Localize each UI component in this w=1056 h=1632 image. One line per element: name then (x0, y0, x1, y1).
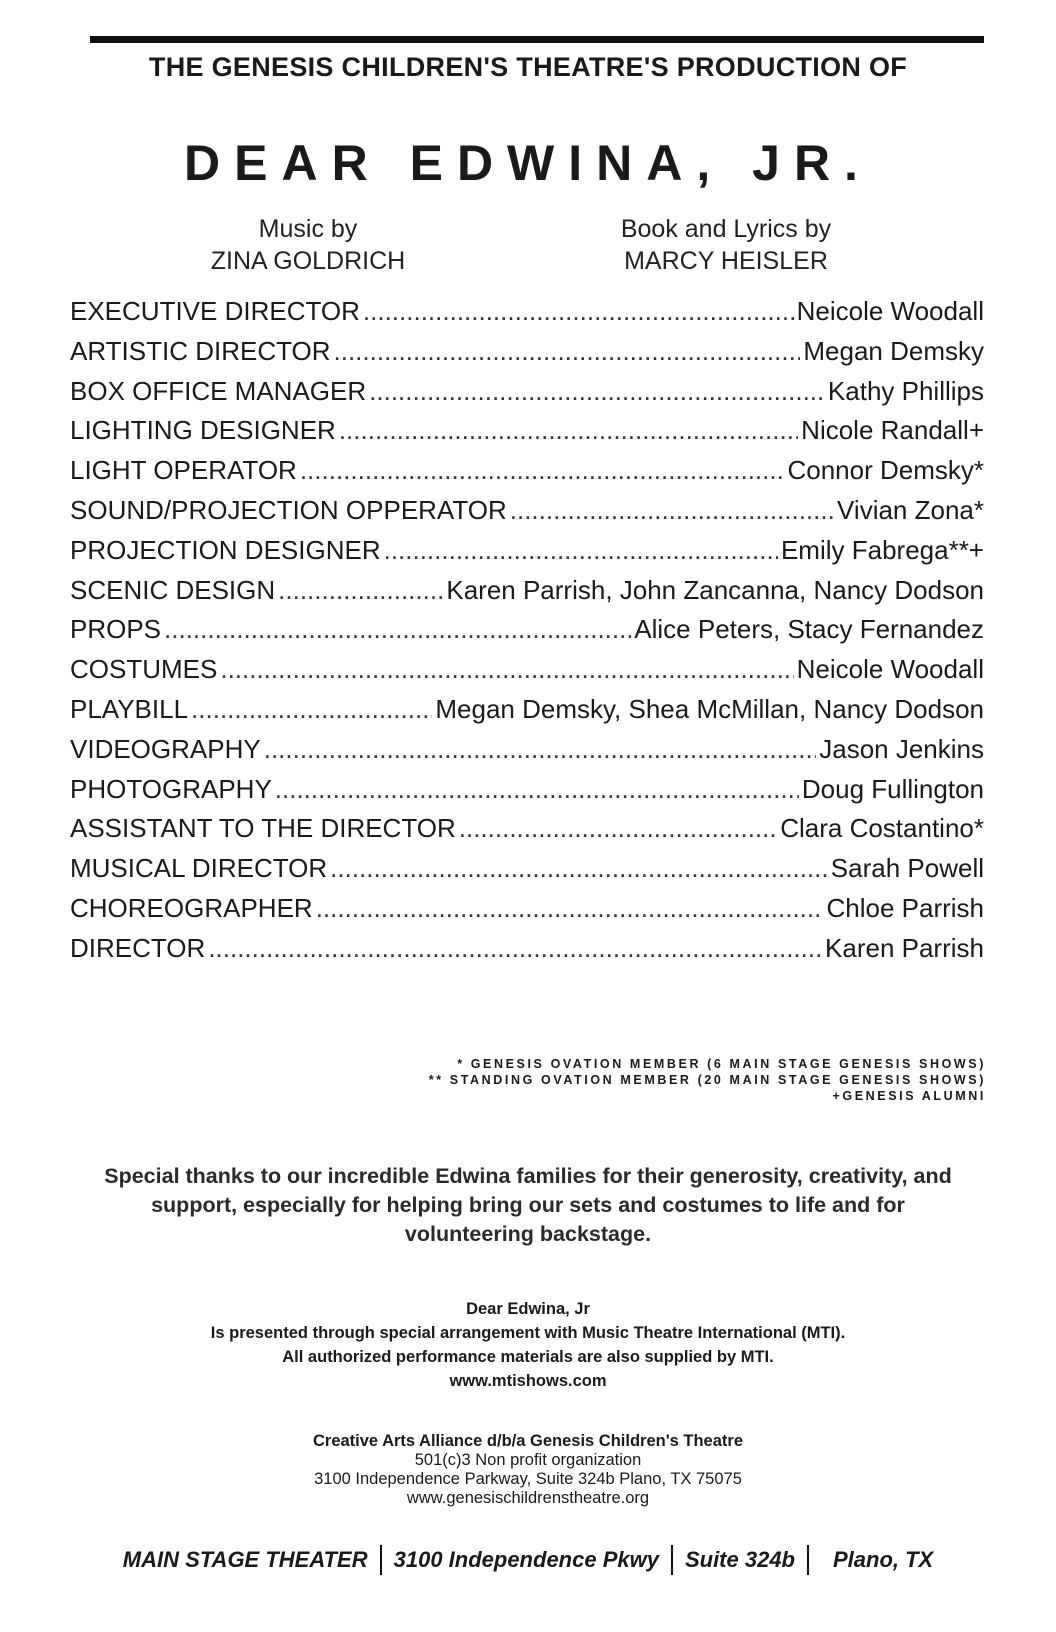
staff-name: Doug Fullington (801, 773, 984, 804)
footer-venue: MAIN STAGE THEATER (122, 1547, 368, 1572)
staff-role: VIDEOGRAPHY (70, 733, 261, 764)
staff-role: DIRECTOR (70, 932, 206, 963)
staff-row (70, 654, 984, 694)
staff-role: MUSICAL DIRECTOR (70, 853, 328, 884)
staff-name: Connor Demsky* (787, 455, 984, 486)
organization-status: 501(c)3 Non profit organization (414, 1451, 642, 1469)
top-rule (90, 36, 984, 43)
organization-name: Creative Arts Alliance d/b/a Genesis Children's Theatre (312, 1432, 743, 1450)
producer-line: THE GENESIS CHILDREN'S THEATRE'S PRODUCTION OF (148, 52, 908, 82)
staff-row (70, 376, 984, 416)
staff-row (70, 614, 984, 654)
dot-leader (330, 853, 828, 884)
dot-leader (208, 933, 822, 964)
staff-row (70, 734, 984, 774)
production-staff-list (70, 296, 984, 973)
book-label: Book and Lyrics by (620, 215, 832, 243)
staff-row (70, 694, 984, 734)
staff-row (70, 336, 984, 376)
staff-row (70, 495, 984, 535)
membership-legend (429, 1056, 986, 1104)
staff-row (70, 296, 984, 336)
staff-role: ASSISTANT TO THE DIRECTOR (70, 813, 456, 844)
staff-name: Alice Peters, Stacy Fernandez (634, 614, 984, 645)
dot-leader (363, 296, 794, 327)
dot-leader (334, 336, 801, 367)
staff-row (70, 415, 984, 455)
dot-leader (278, 575, 443, 606)
dot-leader (369, 376, 825, 407)
dot-leader (510, 495, 834, 526)
staff-role: SCENIC DESIGN (70, 574, 276, 605)
staff-row (70, 455, 984, 495)
music-label: Music by (258, 215, 358, 243)
staff-row (70, 813, 984, 853)
staff-role: ARTISTIC DIRECTOR (70, 335, 331, 366)
staff-name: Jason Jenkins (819, 733, 984, 764)
staff-row (70, 535, 984, 575)
staff-name: Sarah Powell (830, 853, 984, 884)
licensing-line-2: All authorized performance materials are also supplied by MTI. (282, 1348, 774, 1366)
dot-leader (459, 813, 777, 844)
dot-leader (220, 654, 793, 685)
staff-role: PLAYBILL (70, 693, 189, 724)
staff-row (70, 933, 984, 973)
staff-row (70, 893, 984, 933)
staff-role: PHOTOGRAPHY (70, 773, 272, 804)
staff-name: Chloe Parrish (826, 892, 984, 923)
dot-leader (264, 734, 817, 765)
organization-info (0, 1432, 1056, 1508)
staff-role: PROPS (70, 614, 162, 645)
dot-leader (275, 774, 799, 805)
footer-suite: Suite 324b (684, 1547, 795, 1572)
dot-leader (316, 893, 824, 924)
mti-url: www.mtishows.com (449, 1372, 607, 1390)
licensing-show: Dear Edwina, Jr (466, 1300, 590, 1318)
special-thanks: Special thanks to our incredible Edwina families for their generosity, creativity, and support, especially for helping bring our sets and costumes to life and for volunteering backstage. (104, 1164, 952, 1246)
staff-role: LIGHT OPERATOR (70, 455, 297, 486)
staff-name: Megan Demsky (803, 335, 984, 366)
footer-divider (807, 1545, 809, 1575)
staff-role: SOUND/PROJECTION OPPERATOR (70, 494, 507, 525)
lyricist-name: MARCY HEISLER (624, 247, 828, 275)
footer-divider (671, 1545, 673, 1575)
staff-role: BOX OFFICE MANAGER (70, 375, 367, 406)
staff-role: COSTUMES (70, 654, 218, 685)
staff-role: PROJECTION DESIGNER (70, 534, 381, 565)
footer-divider (380, 1545, 382, 1575)
staff-name: Karen Parrish, John Zancanna, Nancy Dodson (446, 574, 984, 605)
staff-role: CHOREOGRAPHER (70, 892, 313, 923)
staff-role: LIGHTING DESIGNER (70, 415, 336, 446)
footer-city: Plano, TX (833, 1547, 934, 1572)
dot-leader (300, 455, 785, 486)
staff-name: Neicole Woodall (796, 296, 984, 326)
legend-ovation: * GENESIS OVATION MEMBER (6 MAIN STAGE GENESIS SHOWS) (457, 1057, 986, 1071)
dot-leader (191, 694, 432, 725)
licensing-notice (0, 1297, 1056, 1393)
dot-leader (339, 415, 798, 446)
organization-address: 3100 Independence Parkway, Suite 324b Plano, TX 75075 (314, 1470, 742, 1488)
dot-leader (164, 614, 631, 645)
staff-row (70, 774, 984, 814)
venue-footer (0, 1545, 1056, 1575)
staff-name: Emily Fabrega**+ (780, 534, 984, 565)
licensing-line-1: Is presented through special arrangement with Music Theatre International (MTI). (210, 1324, 846, 1342)
staff-name: Karen Parrish (825, 932, 984, 963)
staff-name: Vivian Zona* (837, 494, 984, 525)
legend-alumni: +GENESIS ALUMNI (832, 1089, 986, 1103)
composer-name: ZINA GOLDRICH (210, 247, 406, 275)
legend-standing-ovation: ** STANDING OVATION MEMBER (20 MAIN STAGE GENESIS SHOWS) (428, 1073, 986, 1087)
footer-street: 3100 Independence Pkwy (393, 1547, 659, 1572)
organization-url: www.genesischildrenstheatre.org (406, 1489, 650, 1507)
staff-row (70, 575, 984, 615)
book-lyrics-credit (546, 213, 906, 277)
staff-name: Neicole Woodall (796, 654, 984, 685)
staff-row (70, 853, 984, 893)
staff-name: Kathy Phillips (827, 375, 984, 406)
staff-name: Clara Costantino* (780, 813, 984, 844)
dot-leader (384, 535, 778, 566)
staff-name: Megan Demsky, Shea McMillan, Nancy Dodson (435, 693, 984, 724)
staff-role: EXECUTIVE DIRECTOR (70, 296, 360, 326)
staff-name: Nicole Randall+ (801, 415, 984, 446)
show-title: DEAR EDWINA, JR. (184, 135, 872, 191)
music-credit (128, 213, 488, 277)
